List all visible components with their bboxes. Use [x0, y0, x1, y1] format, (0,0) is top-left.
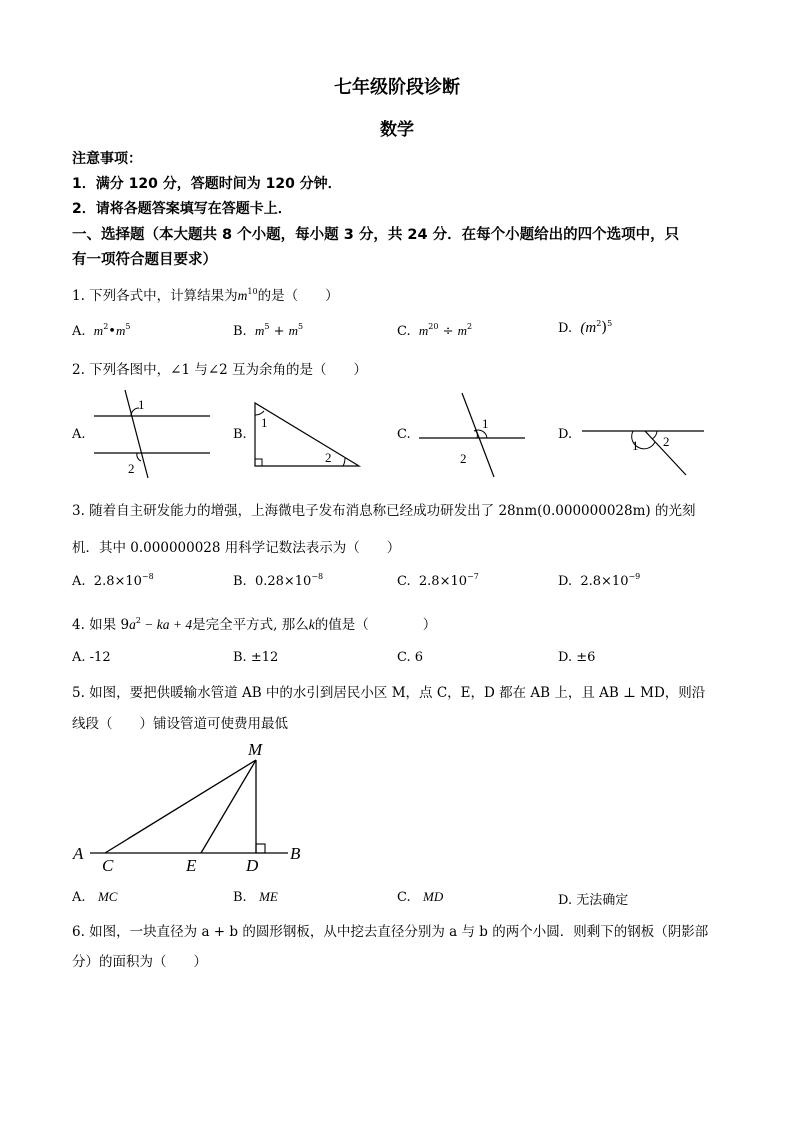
- figure-2c: [415, 385, 535, 480]
- angle-1-label: 1: [138, 397, 145, 412]
- option-label: A.: [72, 574, 86, 589]
- question-6-stem-line1: 6. 如图，一块直径为 a + b 的圆形钢板，从中挖去直径分别为 a 与 b 的两个小圆．则剩下的钢板（阴影部: [72, 924, 709, 940]
- question-4-option-a[interactable]: A. -12: [72, 650, 111, 665]
- question-4-stem-text: 4. 如果 9: [72, 617, 130, 633]
- option-exp: 5: [125, 322, 131, 331]
- option-value: MC: [97, 889, 118, 904]
- question-1-option-d[interactable]: [558, 318, 612, 337]
- question-4-exp: 2: [135, 616, 141, 625]
- figure-2a: [80, 385, 220, 480]
- option-math: (m: [580, 320, 597, 336]
- option-operator: •: [108, 324, 116, 339]
- option-operator: +: [273, 324, 285, 339]
- option-label: D.: [558, 574, 573, 589]
- question-3-stem-line2: 机．其中 0.000000028 用科学记数法表示为（ ）: [72, 540, 401, 556]
- option-label: C.: [397, 890, 411, 905]
- figure-5: [70, 735, 310, 875]
- question-2-option-d-label[interactable]: D.: [558, 427, 573, 442]
- question-4-option-b[interactable]: B. ±12: [233, 650, 279, 665]
- section-heading-line2: 有一项符合题目要求）: [72, 252, 217, 268]
- question-4-stem: [72, 613, 436, 633]
- option-mantissa: 2.8×10: [580, 574, 629, 589]
- option-exp: 5: [298, 322, 304, 331]
- option-operator: ÷: [442, 324, 454, 339]
- question-3-stem-line1: 3. 随着自主研发能力的增强，上海微电子发布消息称已经成功研发出了 28nm(0.000000028m) 的光刻: [72, 503, 696, 519]
- option-exp: −9: [628, 572, 641, 581]
- angle-1-label: 1: [482, 416, 489, 431]
- point-d-label: D: [246, 856, 259, 875]
- option-value: ME: [259, 889, 278, 904]
- question-5-stem-line1: 5. 如图，要把供暖输水管道 AB 中的水引到居民小区 M，点 C，E，D 都在 AB 上，且 AB ⊥ MD，则沿: [72, 685, 706, 701]
- option-exp: 5: [264, 322, 270, 331]
- question-3-option-a[interactable]: [72, 572, 154, 589]
- notes-heading: 注意事项：: [72, 151, 142, 167]
- option-exp: −7: [467, 572, 479, 581]
- question-3-option-b[interactable]: [233, 572, 323, 589]
- question-1-exp: 10: [247, 287, 258, 296]
- option-math: m: [115, 323, 126, 338]
- subject-title: 数学: [380, 120, 414, 140]
- option-mantissa: 2.8×10: [93, 574, 142, 589]
- option-label: B.: [233, 574, 247, 589]
- option-exp: 2: [596, 319, 602, 328]
- option-math: m: [457, 323, 468, 338]
- question-5-option-a[interactable]: [72, 889, 117, 905]
- option-mantissa: 2.8×10: [418, 574, 467, 589]
- question-1-option-b[interactable]: [233, 322, 303, 339]
- figure-2d: [578, 420, 708, 480]
- option-value: 无法确定: [576, 893, 629, 908]
- question-2-option-a-label[interactable]: A.: [72, 427, 86, 442]
- question-3-option-d[interactable]: [558, 572, 640, 589]
- question-5-option-b[interactable]: [233, 889, 278, 905]
- option-exp: −8: [311, 572, 324, 581]
- question-1-math: m: [237, 288, 248, 303]
- option-label: C.: [397, 574, 411, 589]
- option-math: m: [288, 323, 299, 338]
- point-e-label: E: [186, 856, 197, 875]
- question-4-math: a: [129, 617, 136, 632]
- question-4-stem-end: 的值是（ ）: [314, 617, 437, 633]
- question-1-option-c[interactable]: [397, 322, 472, 339]
- question-5-option-d[interactable]: [558, 889, 628, 908]
- section-heading-line1: 一、选择题（本大题共 8 个小题，每小题 3 分，共 24 分．在每个小题给出的四个选项中，只: [72, 227, 680, 243]
- question-2-option-c-label[interactable]: C.: [397, 427, 411, 442]
- notes-item-2: 2．请将各题答案填写在答题卡上．: [72, 201, 292, 217]
- option-label: A.: [72, 890, 86, 905]
- point-m-label: M: [248, 740, 263, 759]
- option-label: B.: [233, 890, 247, 905]
- option-label: C.: [397, 324, 411, 339]
- option-exp: 2: [467, 322, 473, 331]
- question-6-stem-line2: 分）的面积为（ ）: [72, 954, 207, 970]
- option-exp: 2: [103, 322, 109, 331]
- angle-2-label: 2: [663, 434, 670, 449]
- option-mantissa: 0.28×10: [254, 574, 312, 589]
- option-math: m: [418, 323, 429, 338]
- question-2-option-b-label[interactable]: B.: [233, 427, 247, 442]
- question-2-stem: 2. 下列各图中，∠1 与∠2 互为余角的是（ ）: [72, 362, 368, 378]
- option-label: D.: [558, 893, 573, 908]
- question-1-stem-text: 1. 下列各式中，计算结果为: [72, 288, 238, 304]
- option-label: B.: [233, 324, 247, 339]
- question-4-stem-text: 是完全平方式, 那么: [192, 617, 309, 633]
- option-exp: 5: [607, 319, 613, 328]
- question-5-option-c[interactable]: [397, 889, 443, 905]
- point-a-label: A: [73, 844, 84, 863]
- point-c-label: C: [102, 856, 114, 875]
- question-3-option-c[interactable]: [397, 572, 479, 589]
- question-4-option-c[interactable]: C. 6: [397, 650, 424, 665]
- angle-1-label: 1: [261, 415, 268, 430]
- option-exp: −8: [141, 572, 154, 581]
- question-5-stem-line2: 线段（ ）铺设管道可使费用最低: [72, 716, 288, 732]
- angle-1-label: 1: [632, 438, 639, 453]
- notes-item-1: 1．满分 120 分，答题时间为 120 分钟．: [72, 176, 342, 192]
- question-1-stem: [72, 284, 339, 304]
- option-math: m: [254, 323, 265, 338]
- point-b-label: B: [290, 844, 301, 863]
- figure-2b: [245, 395, 365, 475]
- angle-2-label: 2: [460, 451, 467, 466]
- question-4-math: − ka + 4: [140, 617, 193, 632]
- option-label: D.: [558, 321, 573, 336]
- option-operator: ): [601, 318, 608, 336]
- angle-2-label: 2: [128, 461, 135, 476]
- question-4-math: k: [308, 617, 315, 632]
- angle-2-label: 2: [325, 450, 332, 465]
- option-exp: 20: [428, 322, 439, 331]
- option-math: m: [93, 323, 104, 338]
- option-label: A.: [72, 324, 86, 339]
- option-value: MD: [423, 889, 444, 904]
- question-1-stem-end: 的是（ ）: [257, 288, 339, 304]
- question-1-option-a[interactable]: [72, 322, 130, 339]
- page-title: 七年级阶段诊断: [334, 77, 460, 98]
- question-4-option-d[interactable]: D. ±6: [558, 650, 596, 665]
